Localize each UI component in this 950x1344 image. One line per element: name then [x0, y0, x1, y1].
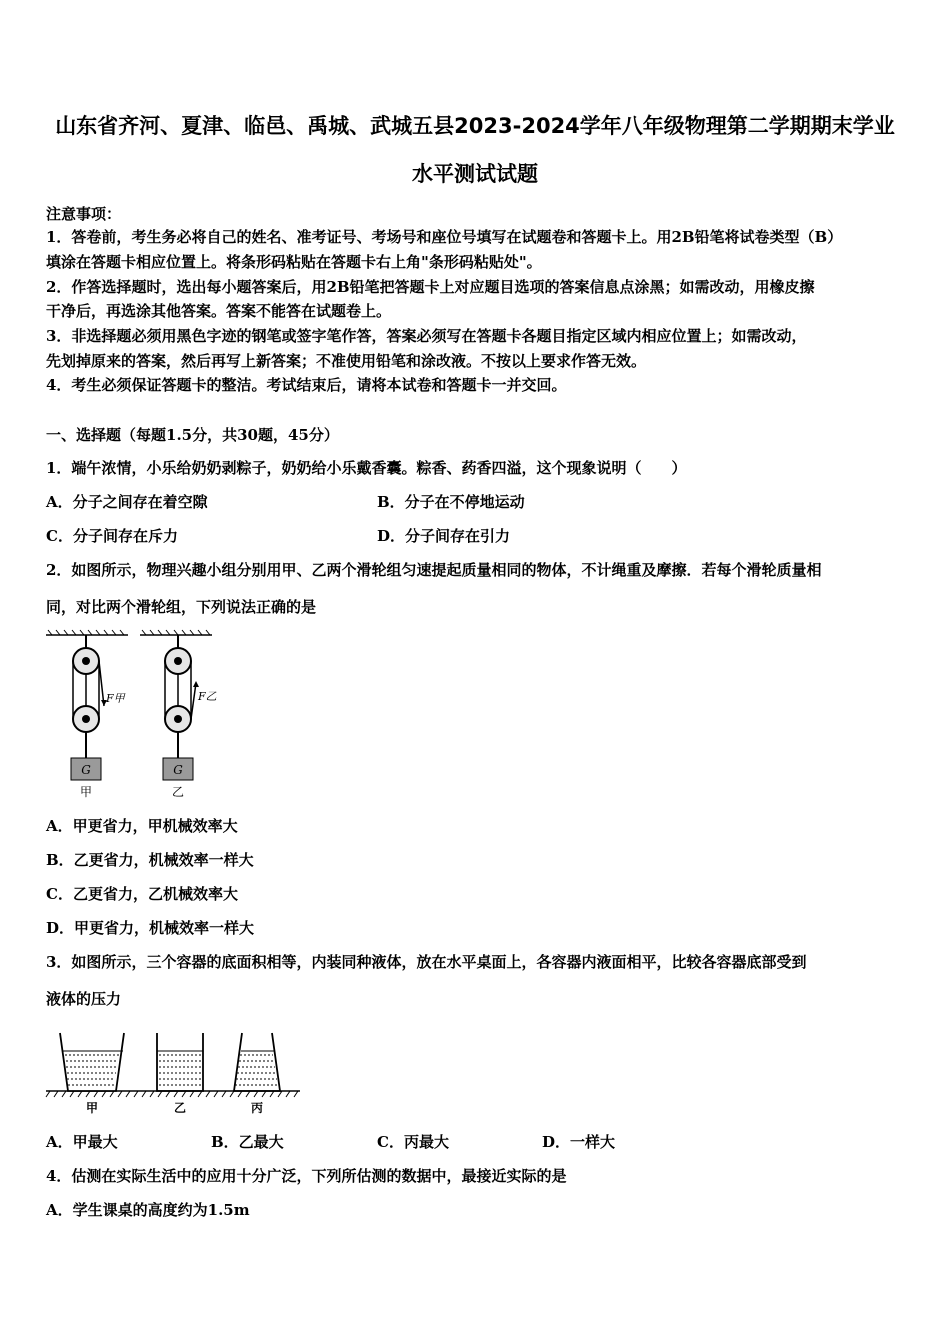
question-2-option-c: C．乙更省力，乙机械效率大 — [46, 885, 238, 903]
force-label-yi: F乙 — [198, 690, 217, 703]
container-label-yi: 乙 — [173, 1101, 187, 1115]
containers-figure — [44, 1025, 304, 1120]
notice-line: 填涂在答题卡相应位置上。将条形码粘贴在答题卡右上角"条形码粘贴处"。 — [46, 253, 542, 271]
question-2-option-a: A．甲更省力，甲机械效率大 — [46, 817, 238, 835]
ceiling-yi — [140, 630, 212, 635]
container-bing — [234, 1033, 280, 1091]
notice-line: 1．答卷前，考生务必将自己的姓名、准考证号、考场号和座位号填写在试题卷和答题卡上。用2B铅笔将试卷类型（B） — [46, 228, 843, 246]
container-label-jia: 甲 — [85, 1101, 99, 1115]
notice-line: 先划掉原来的答案，然后再写上新答案；不准使用铅笔和涂改液。不按以上要求作答无效。 — [46, 352, 647, 370]
question-1-option-b: B．分子在不停地运动 — [377, 493, 525, 511]
weight-label-yi: G — [173, 763, 183, 777]
force-label-jia: F甲 — [106, 692, 125, 705]
question-4-option-a: A．学生课桌的高度约为1.5m — [46, 1201, 250, 1219]
weight-label-jia: G — [81, 763, 91, 777]
question-1-option-d: D．分子间存在引力 — [377, 527, 511, 545]
question-2-option-d: D．甲更省力，机械效率一样大 — [46, 919, 255, 937]
container-jia — [60, 1033, 124, 1091]
question-3-stem-cont: 液体的压力 — [46, 990, 122, 1008]
question-4-stem: 4．估测在实际生活中的应用十分广泛，下列所估测的数据中，最接近实际的是 — [46, 1167, 567, 1185]
question-3-option-d: D．一样大 — [542, 1133, 616, 1151]
notice-line: 2．作答选择题时，选出每小题答案后，用2B铅笔把答题卡上对应题目选项的答案信息点涂黑；如需改动，用橡皮擦 — [46, 278, 815, 296]
figure-label-yi: 乙 — [171, 785, 185, 799]
notice-line: 干净后，再选涂其他答案。答案不能答在试题卷上。 — [46, 302, 392, 320]
question-1-option-c: C．分子间存在斥力 — [46, 527, 178, 545]
question-1-option-a: A．分子之间存在着空隙 — [46, 493, 208, 511]
exam-title-line-2: 水平测试试题 — [412, 162, 538, 186]
question-3-stem: 3．如图所示，三个容器的底面积相等，内装同种液体，放在水平桌面上，各容器内液面相平，比较各容器底部受到 — [46, 953, 807, 971]
question-3-option-a: A．甲最大 — [46, 1133, 118, 1151]
pulley-group-yi — [163, 635, 199, 780]
question-2-stem: 2．如图所示，物理兴趣小组分别用甲、乙两个滑轮组匀速提起质量相同的物体，不计绳重及摩擦．若每个滑轮质量相 — [46, 561, 822, 579]
container-label-bing: 丙 — [250, 1101, 264, 1115]
question-3-option-c: C．丙最大 — [377, 1133, 449, 1151]
section-heading: 一、选择题（每题1.5分，共30题，45分） — [46, 426, 339, 444]
question-1-stem: 1．端午浓情，小乐给奶奶剥粽子，奶奶给小乐戴香囊。粽香、药香四溢，这个现象说明（ ） — [46, 459, 687, 477]
notice-line: 3．非选择题必须用黑色字迹的钢笔或签字笔作答，答案必须写在答题卡各题目指定区域内相应位置上；如需改动， — [46, 327, 807, 345]
notice-heading: 注意事项： — [46, 205, 122, 223]
figure-label-jia: 甲 — [79, 785, 93, 799]
exam-title-line-1: 山东省齐河、夏津、临邑、禹城、武城五县2023-2024学年八年级物理第二学期期末学业 — [55, 114, 895, 138]
container-yi — [157, 1033, 203, 1091]
question-2-stem-cont: 同，对比两个滑轮组，下列说法正确的是 — [46, 598, 317, 616]
question-2-option-b: B．乙更省力，机械效率一样大 — [46, 851, 254, 869]
pulley-group-jia — [71, 635, 107, 780]
ceiling-jia — [46, 630, 128, 635]
notice-line: 4．考生必须保证答题卡的整洁。考试结束后，请将本试卷和答题卡一并交回。 — [46, 376, 567, 394]
question-3-option-b: B．乙最大 — [211, 1133, 284, 1151]
pulley-figure — [40, 628, 230, 806]
